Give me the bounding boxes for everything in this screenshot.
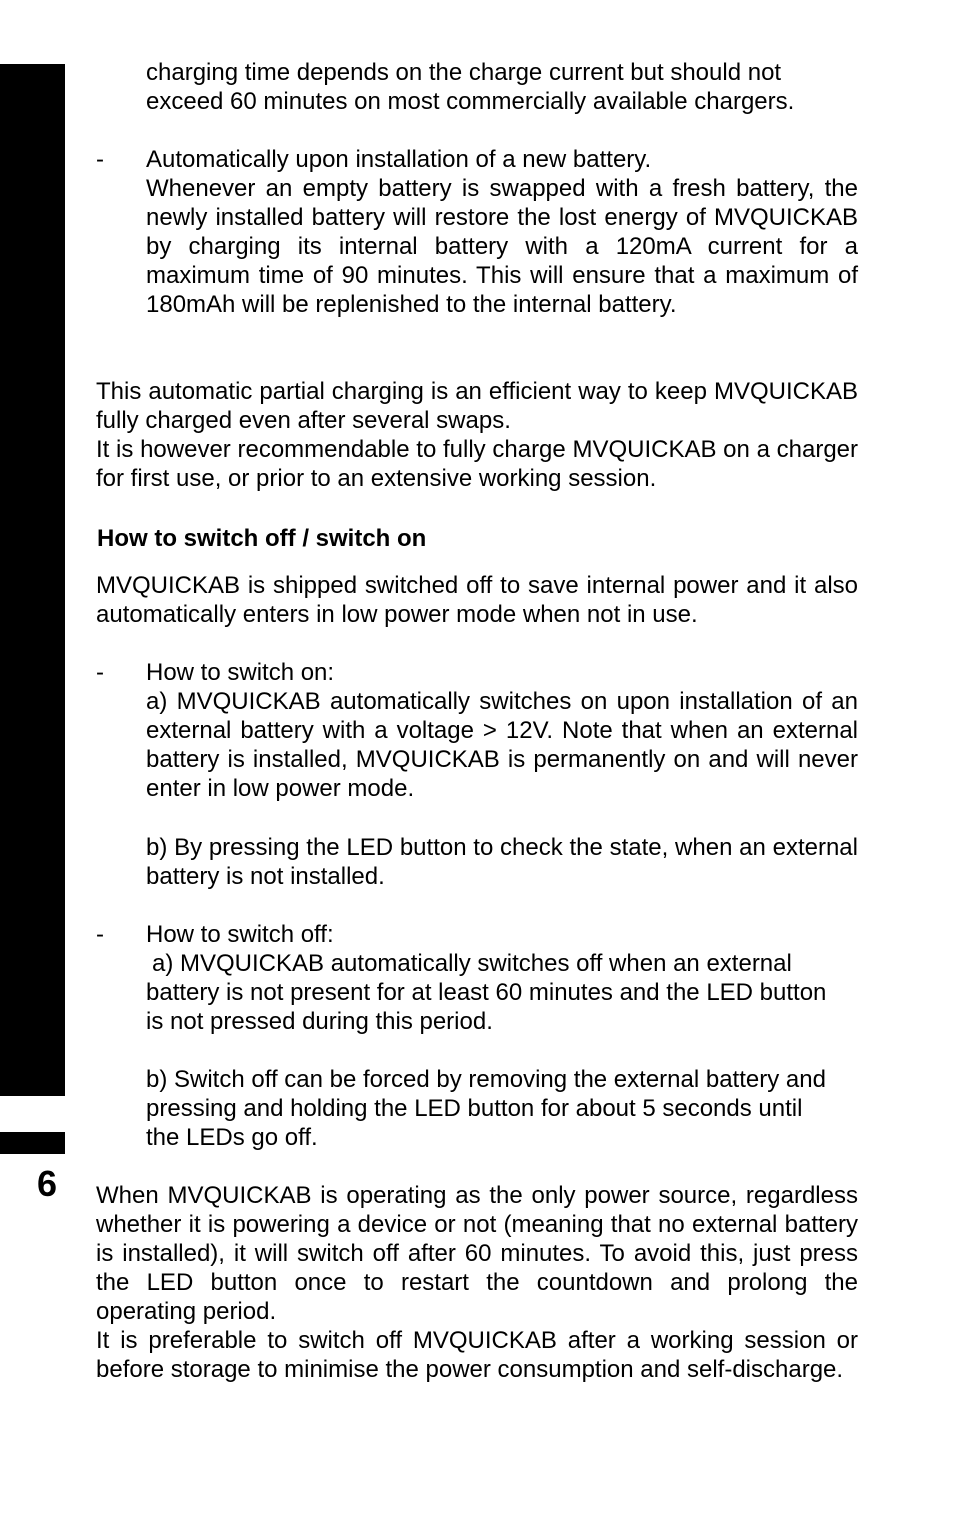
preferable-paragraph: It is preferable to switch off MVQUICKAB after a working session or before storage to minimise the power consumption and self-discharge.	[96, 1327, 858, 1383]
switch-on-a: a) MVQUICKAB automatically switches on upon installation of an external battery with a voltage > 12V. Note that when an external battery is installed, MVQUICKAB is permanently on and will never enter in low power mode.	[146, 688, 858, 802]
switch-off-title: How to switch off:	[146, 921, 334, 948]
charge-time-paragraph: charging time depends on the charge current but should not exceed 60 minutes on most commercially available chargers.	[146, 59, 795, 115]
switch-on-b: b) By pressing the LED button to check the state, when an external battery is not installed.	[146, 834, 858, 890]
operating-paragraph: When MVQUICKAB is operating as the only power source, regardless whether it is powering a device or not (meaning that no external battery is installed), it will switch off after 60 minutes. To avoid this, just press the LED button once to restart the countdown and prolong the operating period.	[96, 1182, 858, 1325]
auto-bullet-body: Whenever an empty battery is swapped with a fresh battery, the newly installed battery will restore the lost energy of MVQUICKAB by charging its internal battery with a 120mA current for a maximum time of 90 minutes. This will ensure that a maximum of 180mAh will be replenished to the internal battery.	[146, 175, 858, 318]
partial-charging-paragraph: This automatic partial charging is an efficient way to keep MVQUICKAB fully charged even after several swaps.	[96, 378, 858, 434]
side-tab-bar	[0, 64, 65, 1096]
recommend-paragraph: It is however recommendable to fully charge MVQUICKAB on a charger for first use, or prior to an extensive working session.	[96, 436, 858, 492]
auto-bullet-title: Automatically upon installation of a new battery.	[146, 146, 652, 173]
bullet-marker: -	[96, 659, 104, 686]
shipped-paragraph: MVQUICKAB is shipped switched off to save internal power and it also automatically enters in low power mode when not in use.	[96, 572, 858, 628]
page-number: 6	[37, 1163, 58, 1204]
section-heading: How to switch off / switch on	[97, 525, 427, 552]
bullet-marker: -	[96, 146, 104, 173]
bullet-marker: -	[96, 921, 104, 948]
switch-on-title: How to switch on:	[146, 659, 335, 686]
switch-off-b: b) Switch off can be forced by removing the external battery and pressing and holding the LED button for about 5 seconds until the LEDs go off.	[146, 1066, 826, 1151]
switch-off-a: a) MVQUICKAB automatically switches off when an external battery is not present for at least 60 minutes and the LED button is not pressed during this period.	[146, 950, 827, 1035]
side-tab-marker	[0, 1132, 65, 1154]
